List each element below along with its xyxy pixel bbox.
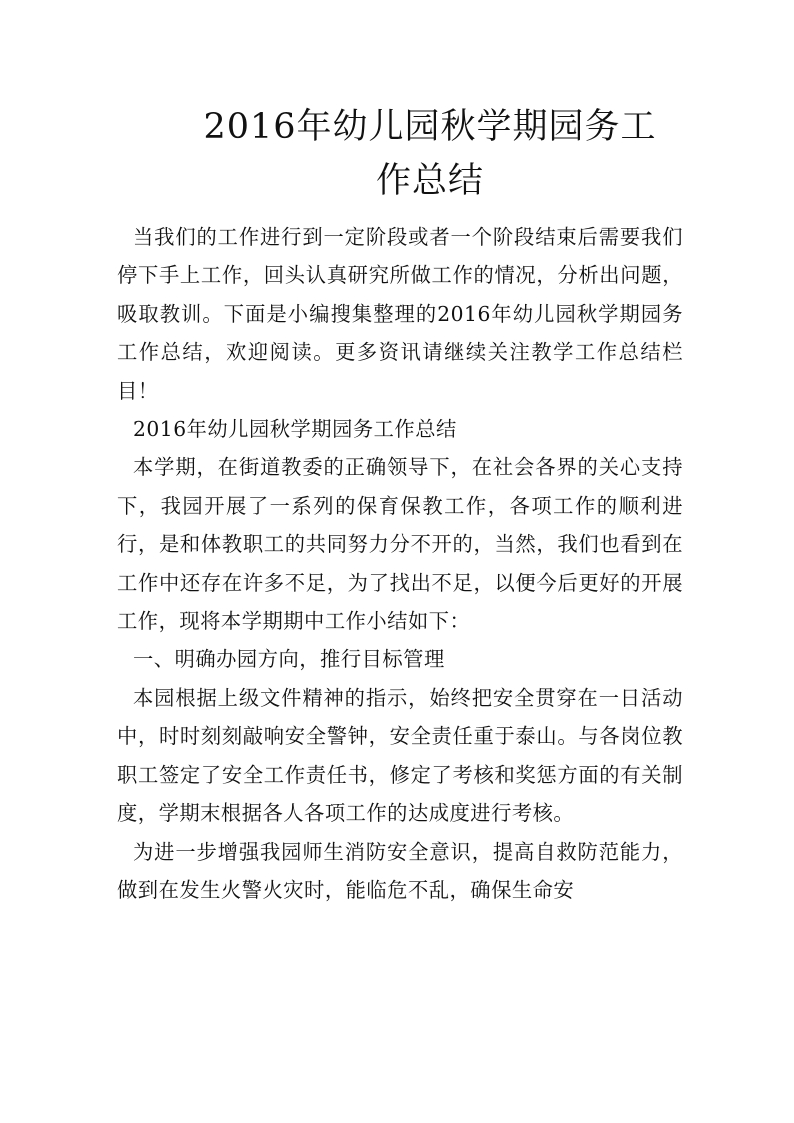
fire-safety-paragraph: 为进一步增强我园师生消防安全意识，提高自救防范能力，做到在发生火警火灾时，能临危不乱，确保生命安 <box>117 839 683 902</box>
overview-paragraph: 本学期，在街道教委的正确领导下，在社会各界的关心支持下，我园开展了一系列的保育保教工作，各项工作的顺利进行，是和体教职工的共同努力分不开的，当然，我们也看到在工作中还存在许多不足，为了找出不足，以便今后更好的开展工作，现将本学期期中工作小结如下： <box>117 455 683 634</box>
section-heading-1: 一、明确办园方向，推行目标管理 <box>133 647 445 672</box>
document-title <box>150 100 710 208</box>
section-heading-title: 2016年幼儿园秋学期园务工作总结 <box>133 417 457 442</box>
title-line-2: 作总结 <box>375 161 484 201</box>
intro-paragraph: 当我们的工作进行到一定阶段或者一个阶段结束后需要我们停下手上工作，回头认真研究所做工作的情况，分析出问题，吸取教训。下面是小编搜集整理的2016年幼儿园秋学期园务工作总结，欢迎阅读。更多资讯请继续关注教学工作总结栏目！ <box>117 225 683 403</box>
document-body <box>117 218 683 909</box>
safety-paragraph: 本园根据上级文件精神的指示，始终把安全贯穿在一日活动中，时时刻刻敲响安全警钟，安全责任重于泰山。与各岗位教职工签定了安全工作责任书，修定了考核和奖惩方面的有关制度，学期末根据各人各项工作的达成度进行考核。 <box>117 685 683 826</box>
title-line-1: 2016年幼儿园秋学期园务工 <box>203 107 657 147</box>
